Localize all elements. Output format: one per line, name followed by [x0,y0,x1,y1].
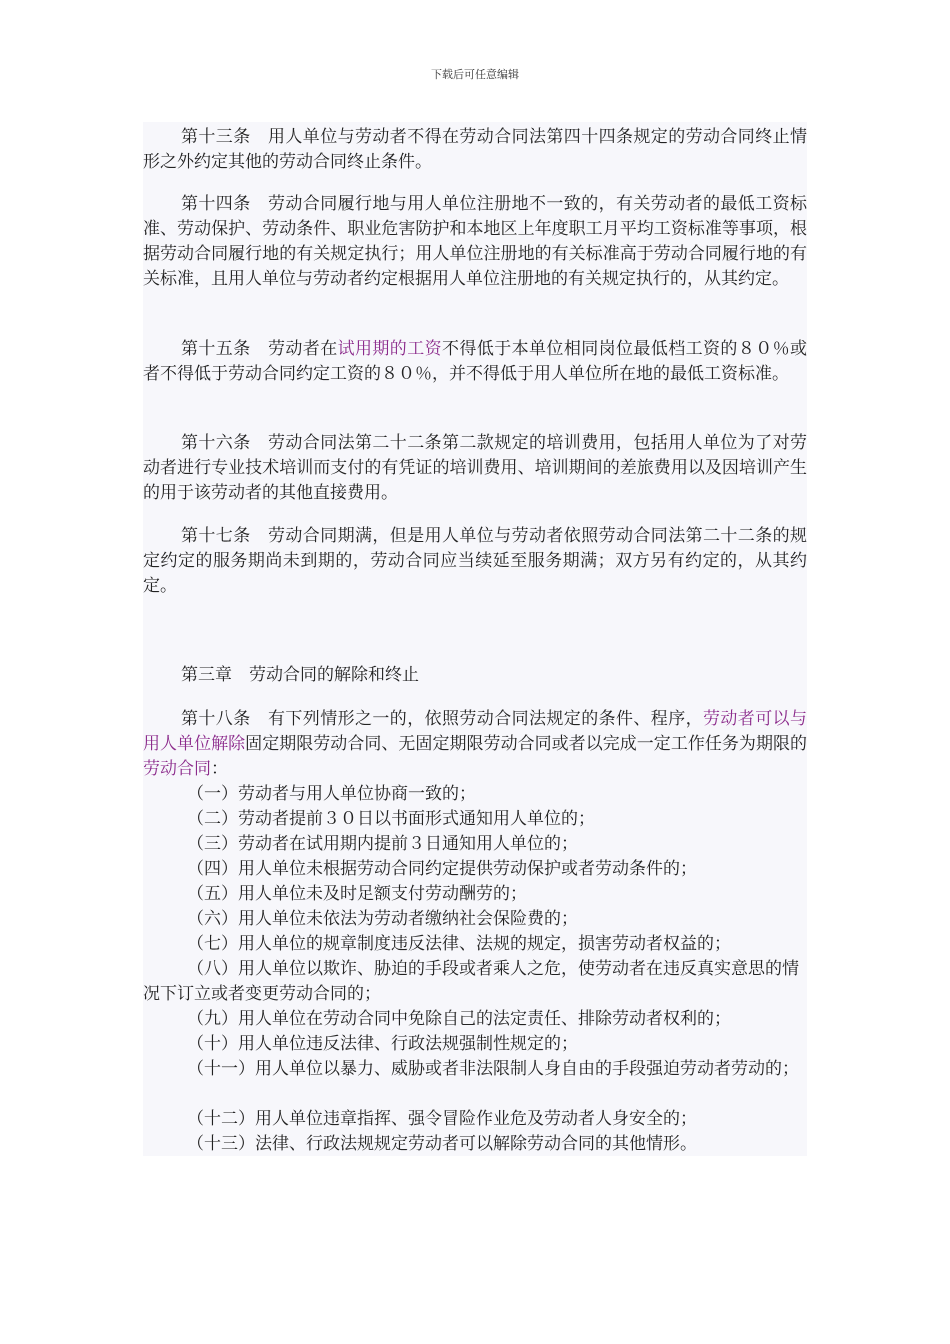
list-item: （一）劳动者与用人单位协商一致的； [187,784,476,804]
list-item: （四）用人单位未根据劳动合同约定提供劳动保护或者劳动条件的； [187,859,697,879]
list-item: （八）用人单位以欺诈、胁迫的手段或者乘人之危，使劳动者在违反真实意思的情况下订立或者变更劳动合同的； [143,959,799,1004]
article-13: 第十三条 用人单位与劳动者不得在劳动合同法第四十四条规定的劳动合同终止情形之外约定其他的劳动合同终止条件。 [143,127,807,172]
list-item: （十二）用人单位违章指挥、强令冒险作业危及劳动者人身安全的； [187,1109,697,1129]
article-15-text-post: 不得低于本单位相同岗位最低档工资的８０％或者不得低于劳动合同约定工资的８０％，并不得低于用人单位所在地的最低工资标准。 [143,339,808,384]
list-item: （六）用人单位未依法为劳动者缴纳社会保险费的； [187,909,578,929]
list-item: （九）用人单位在劳动合同中免除自己的法定责任、排除劳动者权利的； [187,1009,731,1029]
list-item: （七）用人单位的规章制度违反法律、法规的规定，损害劳动者权益的； [187,934,731,954]
list-item: （十三）法律、行政法规规定劳动者可以解除劳动合同的其他情形。 [187,1134,697,1154]
article-18-text-post: ： [211,759,228,779]
article-17: 第十七条 劳动合同期满，但是用人单位与劳动者依照劳动合同法第二十二条的规定约定的服务期尚未到期的，劳动合同应当续延至服务期满；双方另有约定的，从其约定。 [143,526,807,596]
article-16: 第十六条 劳动合同法第二十二条第二款规定的培训费用，包括用人单位为了对劳动者进行专业技术培训而支付的有凭证的培训费用、培训期间的差旅费用以及因培训产生的用于该劳动者的其他直接费用。 [143,433,807,503]
link-terminate-contract[interactable]: 劳动者可以与用人单位解除 [143,709,807,754]
list-item: （三）劳动者在试用期内提前３日通知用人单位的； [187,834,578,854]
list-item: （五）用人单位未及时足额支付劳动酬劳的； [187,884,527,904]
article-18-text-mid: 固定期限劳动合同、无固定期限劳动合同或者以完成一定工作任务为期限的 [245,734,808,754]
article-14: 第十四条 劳动合同履行地与用人单位注册地不一致的，有关劳动者的最低工资标准、劳动保护、劳动条件、职业危害防护和本地区上年度职工月平均工资标准等事项，根据劳动合同履行地的有关规定执行；用人单位注册地的有关标准高于劳动合同履行地的有关标准，且用人单位与劳动者约定根据用人单位注册地的有关规定执行的，从其约定。 [143,194,807,289]
article-18 [143,707,807,782]
list-item: （十一）用人单位以暴力、威胁或者非法限制人身自由的手段强迫劳动者劳动的； [187,1059,799,1079]
article-15-text-pre: 第十五条 劳动者在 [181,339,338,359]
chapter-3-heading: 第三章 劳动合同的解除和终止 [181,665,419,685]
document-body [143,122,807,1156]
list-item: （十）用人单位违反法律、行政法规强制性规定的； [187,1034,578,1054]
link-labor-contract[interactable]: 劳动合同 [143,759,211,779]
article-15 [143,337,807,387]
list-item: （二）劳动者提前３０日以书面形式通知用人单位的； [187,809,595,829]
page-header: 下载后可任意编辑 [431,68,519,81]
article-18-text-pre: 第十八条 有下列情形之一的，依照劳动合同法规定的条件、程序， [181,709,703,729]
link-probation-wage[interactable]: 试用期的工资 [337,339,443,359]
